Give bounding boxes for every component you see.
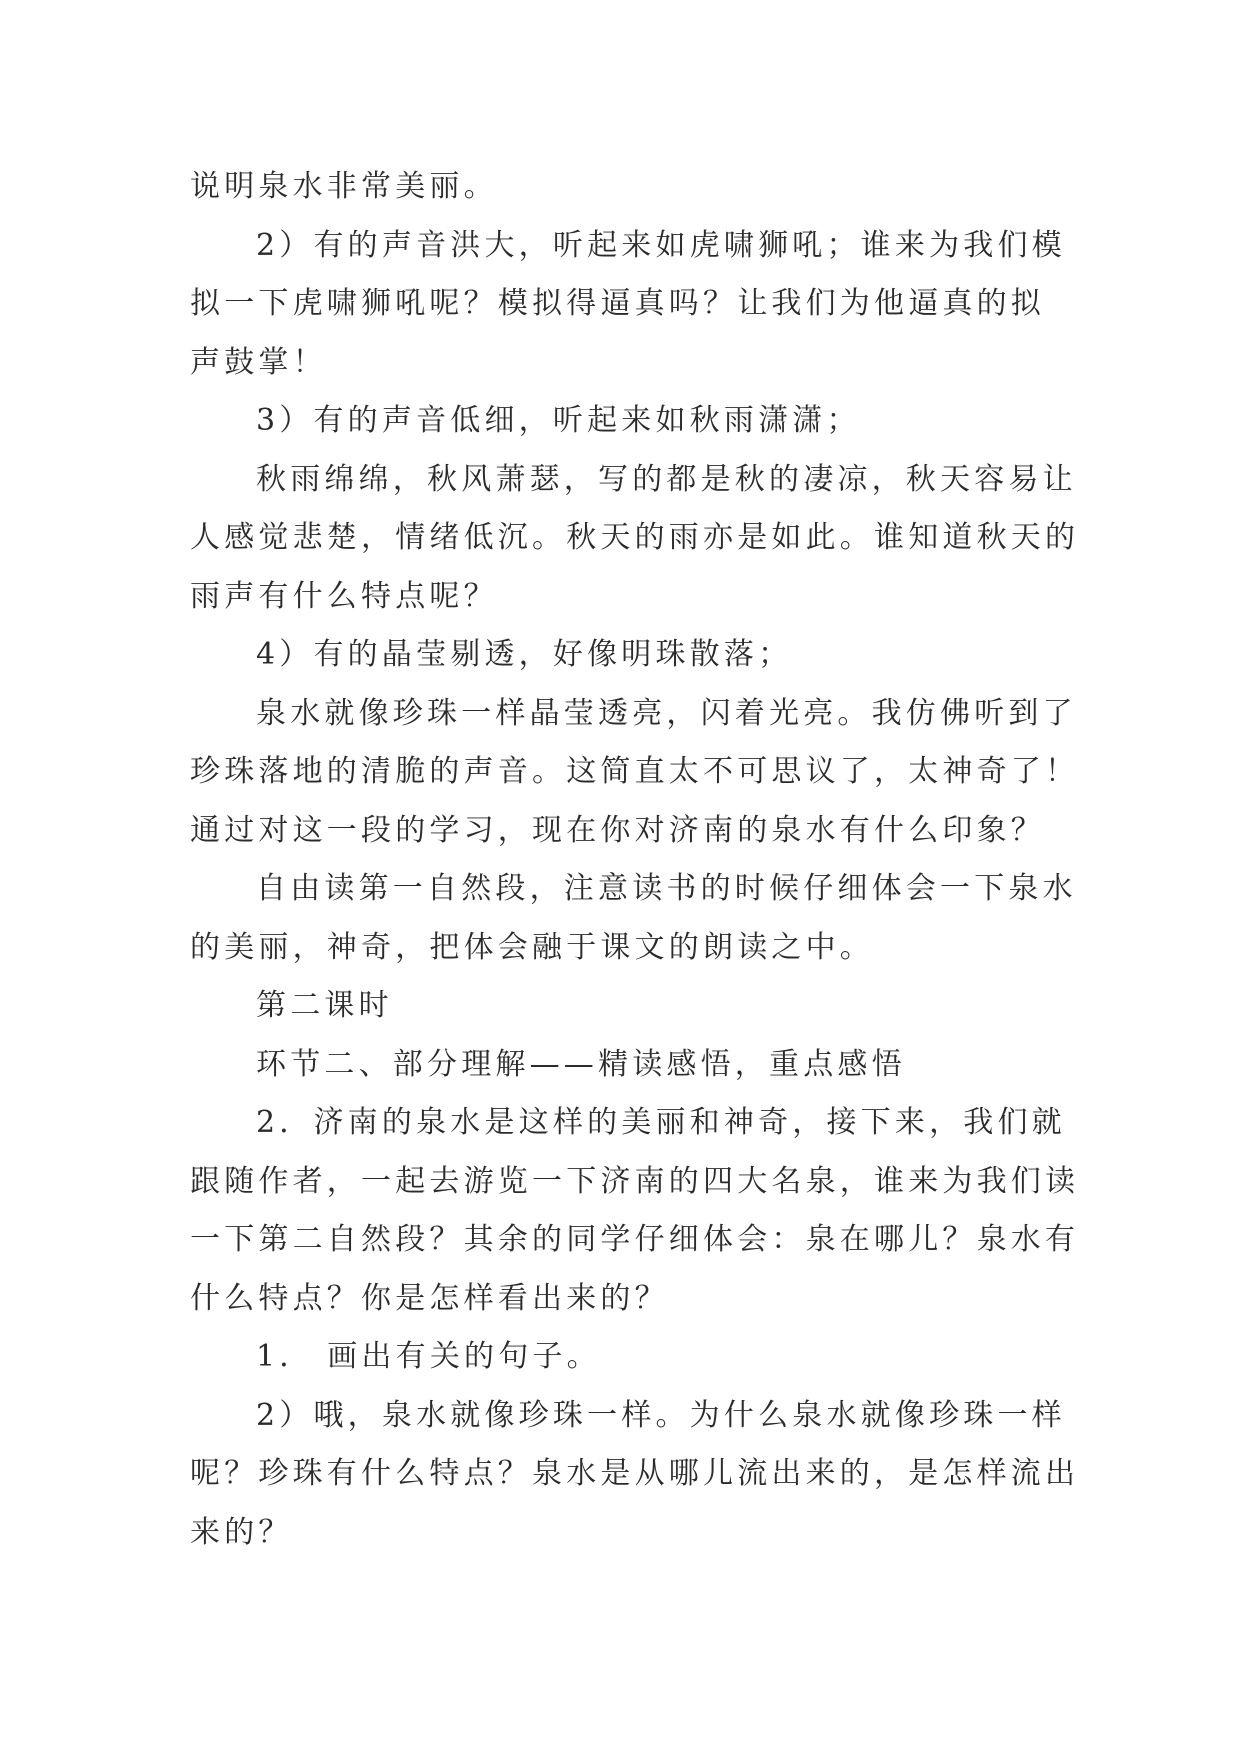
text-line: 人感觉悲楚，情绪低沉。秋天的雨亦是如此。谁知道秋天的 xyxy=(190,520,1080,555)
text-line: 3）有的声音低细，听起来如秋雨潇潇； xyxy=(256,403,861,438)
text-line: 2）哦，泉水就像珍珠一样。为什么泉水就像珍珠一样 xyxy=(256,1397,1066,1433)
text-line: 第二课时 xyxy=(256,988,393,1023)
text-line: 通过对这一段的学习，现在你对济南的泉水有什么印象？ xyxy=(190,812,1045,848)
text-line: 跟随作者，一起去游览一下济南的四大名泉，谁来为我们读 xyxy=(190,1163,1080,1199)
text-line: 拟一下虎啸狮吼呢？模拟得逼真吗？让我们为他逼真的拟 xyxy=(190,286,1045,321)
text-line: 2．济南的泉水是这样的美丽和神奇，接下来，我们就 xyxy=(256,1105,1066,1140)
text-line: 泉水就像珍珠一样晶莹透亮，闪着光亮。我仿佛听到了 xyxy=(256,695,1077,731)
text-line: 说明泉水非常美丽。 xyxy=(190,169,498,204)
text-line: 来的？ xyxy=(190,1514,293,1550)
text-line: 一下第二自然段？其余的同学仔细体会：泉在哪儿？泉水有 xyxy=(190,1222,1080,1257)
text-line: 自由读第一自然段，注意读书的时候仔细体会一下泉水 xyxy=(256,871,1077,906)
text-line: 什么特点？你是怎样看出来的？ xyxy=(190,1280,669,1316)
text-line: 4）有的晶莹剔透，好像明珠散落； xyxy=(256,637,793,672)
text-line: 环节二、部分理解——精读感悟，重点感悟 xyxy=(256,1046,906,1082)
text-line: 2）有的声音洪大，听起来如虎啸狮吼；谁来为我们模 xyxy=(256,227,1066,263)
text-line: 1． 画出有关的句子。 xyxy=(256,1339,601,1374)
text-line: 的美丽，神奇，把体会融于课文的朗读之中。 xyxy=(190,929,874,965)
text-line: 秋雨绵绵，秋风萧瑟，写的都是秋的凄凉，秋天容易让 xyxy=(256,461,1077,497)
text-line: 声鼓掌！ xyxy=(190,344,327,380)
text-line: 呢？珍珠有什么特点？泉水是从哪儿流出来的，是怎样流出 xyxy=(190,1456,1080,1491)
text-line: 雨声有什么特点呢？ xyxy=(190,578,498,614)
text-line: 珍珠落地的清脆的声音。这简直太不可思议了，太神奇了！ xyxy=(190,754,1080,789)
body-text xyxy=(190,158,1080,1562)
